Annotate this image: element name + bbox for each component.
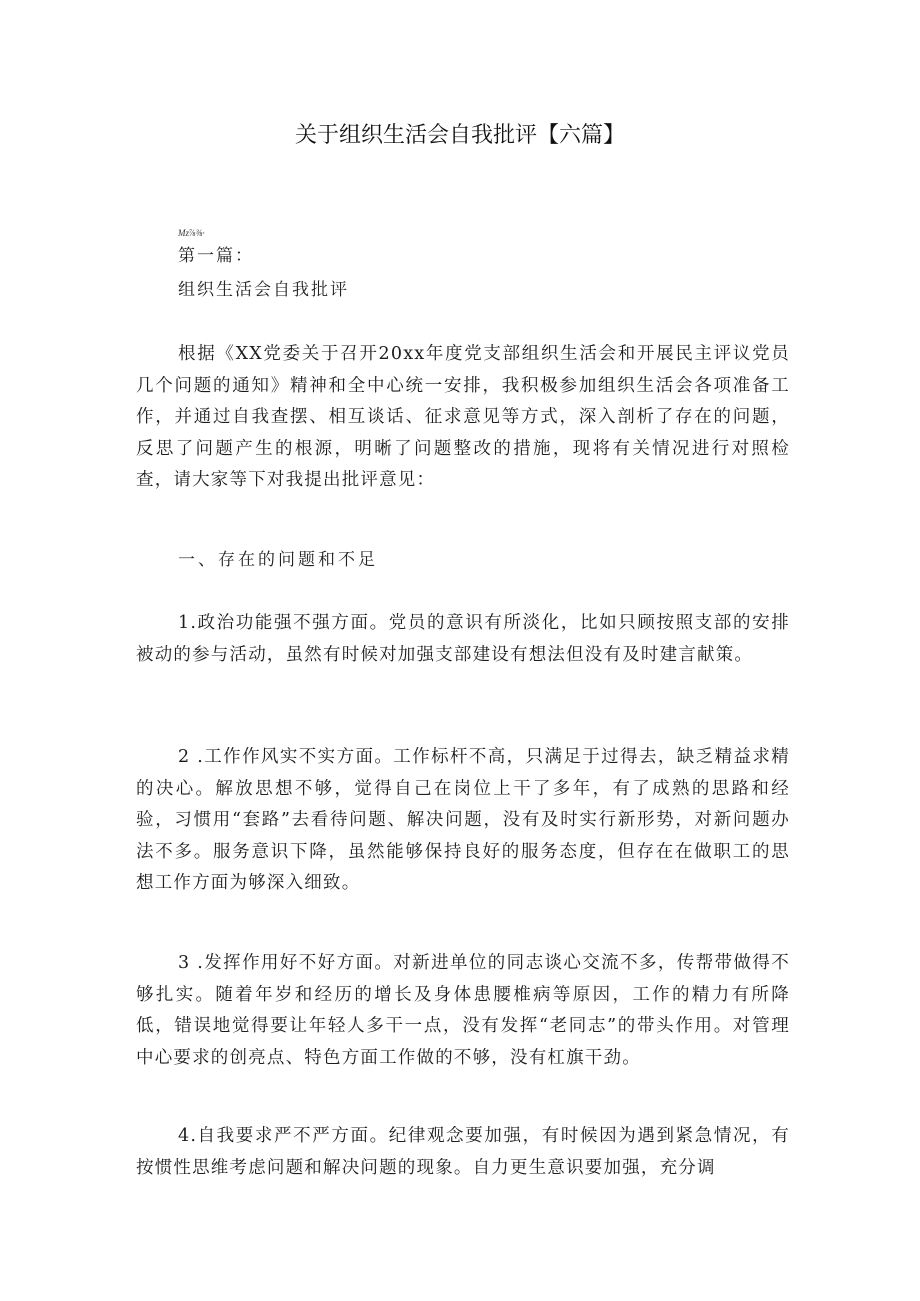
section-heading: 一、存在的问题和不足 <box>178 550 378 570</box>
part-heading: 第一篇： <box>178 246 254 266</box>
part-subtitle: 组织生活会自我批评 <box>178 280 349 300</box>
document-title: 关于组织生活会自我批评【六篇】 <box>294 123 625 148</box>
item-paragraph-4: 4.自我要求严不严方面。纪律观念要加强，有时候因为遇到紧急情况，有按惯性思维考虑问题和解决问题的现象。自力更生意识要加强，充分调 <box>136 1126 790 1178</box>
intro-paragraph: 根据《XX党委关于召开20xx年度党支部组织生活会和开展民主评议党员几个问题的通知》精神和全中心统一安排，我积极参加组织生活会各项准备工作，并通过自我查摆、相互谈话、征求意见等方式，深入剖析了存在的问题，反思了问题产生的根源，明晰了问题整改的措施，现将有关情况进行对照检查，请大家等下对我提出批评意见： <box>136 344 790 490</box>
item-paragraph-3: 3 .发挥作用好不好方面。对新进单位的同志谈心交流不多，传帮带做得不够扎实。随着年岁和经历的增长及身体患腰椎病等原因，工作的精力有所降低，错误地觉得要让年轻人多干一点，没有发挥“老同志”的带头作用。对管理中心要求的创亮点、特色方面工作做的不够，没有杠旗干劲。 <box>136 953 790 1068</box>
item-paragraph-2: 2 .工作作风实不实方面。工作标杆不高，只满足于过得去，缺乏精益求精的决心。解放思想不够，觉得自己在岗位上干了多年，有了成熟的思路和经验，习惯用“套路”去看待问题、解决问题，没有及时实行新形势，对新问题办法不多。服务意识下降，虽然能够保持良好的服务态度，但存在在做职工的思想工作方面为够深入细致。 <box>136 747 790 893</box>
stamp-mark: Mz⅞⅜· <box>178 228 205 238</box>
item-paragraph-1: 1.政治功能强不强方面。党员的意识有所淡化，比如只顾按照支部的安排被动的参与活动，虽然有时候对加强支部建设有想法但没有及时建言献策。 <box>136 613 790 665</box>
